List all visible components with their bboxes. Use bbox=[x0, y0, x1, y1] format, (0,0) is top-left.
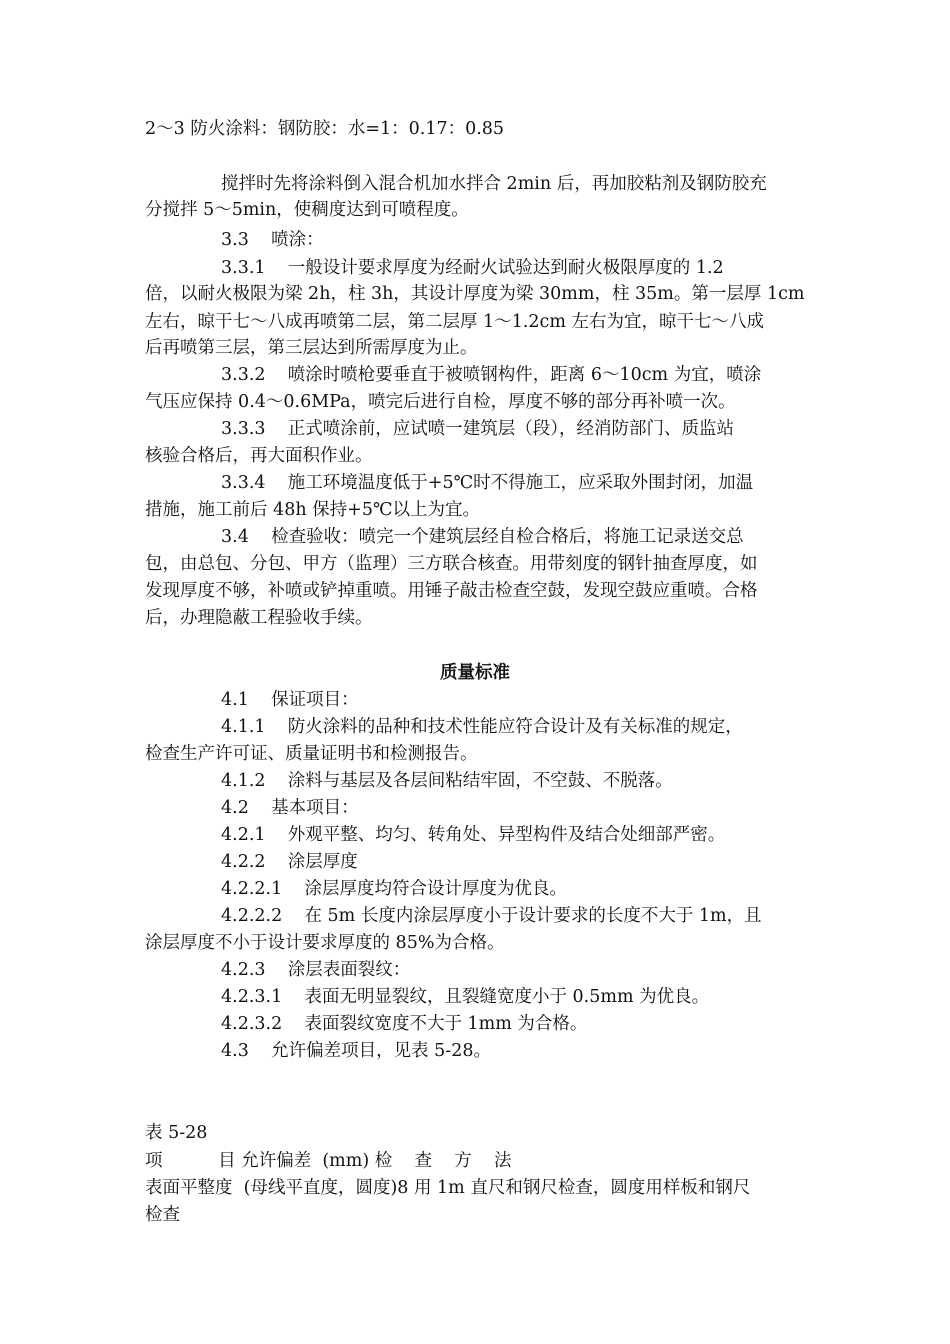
section-3-3-1: 3.3.1 一般设计要求厚度为经耐火试验达到耐火极限厚度的 1.2 bbox=[221, 258, 724, 278]
paragraph-line: 后再喷第三层，第三层达到所需厚度为止。 bbox=[145, 338, 478, 358]
section-4-2-3: 4.2.3 涂层表面裂纹： bbox=[221, 960, 411, 980]
paragraph-line: 后，办理隐蔽工程验收手续。 bbox=[145, 608, 373, 628]
paragraph-line: 措施，施工前后 48h 保持+5℃以上为宜。 bbox=[145, 500, 481, 520]
paragraph-line: 发现厚度不够，补喷或铲掉重喷。用锤子敲击检查空鼓，发现空鼓应重喷。合格 bbox=[145, 581, 758, 601]
table-row: 表面平整度 (母线平直度，圆度)8 用 1m 直尺和钢尺检查，圆度用样板和钢尺 bbox=[145, 1178, 751, 1198]
paragraph-line: 分搅拌 5～5min，使稠度达到可喷程度。 bbox=[145, 200, 469, 220]
section-4-2-3-2: 4.2.3.2 表面裂纹宽度不大于 1mm 为合格。 bbox=[221, 1014, 588, 1034]
paragraph-line: 气压应保持 0.4～0.6MPa，喷完后进行自检，厚度不够的部分再补喷一次。 bbox=[145, 392, 736, 412]
section-4-2-2: 4.2.2 涂层厚度 bbox=[221, 852, 358, 872]
table-row-continued: 检查 bbox=[145, 1205, 180, 1225]
paragraph-line: 包，由总包、分包、甲方（监理）三方联合核查。用带刻度的钢针抽查厚度，如 bbox=[145, 554, 758, 574]
paragraph-line: 搅拌时先将涂料倒入混合机加水拌合 2min 后，再加胶粘剂及钢防胶充 bbox=[221, 174, 767, 194]
section-4-2-2-1: 4.2.2.1 涂层厚度均符合设计厚度为优良。 bbox=[221, 879, 567, 899]
section-3-4: 3.4 检查验收：喷完一个建筑层经自检合格后，将施工记录送交总 bbox=[221, 527, 744, 547]
section-3-3-4: 3.3.4 施工环境温度低于+5℃时不得施工，应采取外围封闭，加温 bbox=[221, 473, 754, 493]
section-3-3-3: 3.3.3 正式喷涂前，应试喷一建筑层（段），经消防部门、质监站 bbox=[221, 419, 735, 439]
section-4-1: 4.1 保证项目： bbox=[221, 690, 359, 710]
table-caption: 表 5-28 bbox=[145, 1123, 208, 1143]
paragraph-line: 涂层厚度不小于设计要求厚度的 85%为合格。 bbox=[145, 933, 505, 953]
mix-ratio-line: 2～3 防火涂料：钢防胶：水=1：0.17：0.85 bbox=[145, 119, 505, 139]
section-3-3: 3.3 喷涂： bbox=[221, 230, 324, 250]
paragraph-line: 左右，晾干七～八成再喷第二层，第二层厚 1～1.2cm 左右为宜，晾干七～八成 bbox=[145, 312, 764, 332]
section-4-1-1: 4.1.1 防火涂料的品种和技术性能应符合设计及有关标准的规定， bbox=[221, 717, 743, 737]
section-heading: 质量标准 bbox=[440, 663, 510, 683]
paragraph-line: 检查生产许可证、质量证明书和检测报告。 bbox=[145, 744, 478, 764]
paragraph-line: 核验合格后，再大面积作业。 bbox=[145, 446, 373, 466]
section-4-2-1: 4.2.1 外观平整、均匀、转角处、异型构件及结合处细部严密。 bbox=[221, 825, 726, 845]
section-3-3-2: 3.3.2 喷涂时喷枪要垂直于被喷钢构件，距离 6～10cm 为宜，喷涂 bbox=[221, 365, 762, 385]
section-4-2-2-2: 4.2.2.2 在 5m 长度内涂层厚度小于设计要求的长度不大于 1m，且 bbox=[221, 906, 762, 926]
section-4-2: 4.2 基本项目： bbox=[221, 798, 359, 818]
paragraph-line: 倍，以耐火极限为梁 2h，柱 3h，其设计厚度为梁 30mm，柱 35m。第一层厚 1cm bbox=[145, 284, 805, 304]
section-4-2-3-1: 4.2.3.1 表面无明显裂纹，且裂缝宽度小于 0.5mm 为优良。 bbox=[221, 987, 710, 1007]
section-4-1-2: 4.1.2 涂料与基层及各层间粘结牢固，不空鼓、不脱落。 bbox=[221, 771, 673, 791]
section-4-3: 4.3 允许偏差项目，见表 5-28。 bbox=[221, 1041, 491, 1061]
table-header-row: 项 目 允许偏差 (mm) 检 查 方 法 bbox=[145, 1151, 512, 1171]
